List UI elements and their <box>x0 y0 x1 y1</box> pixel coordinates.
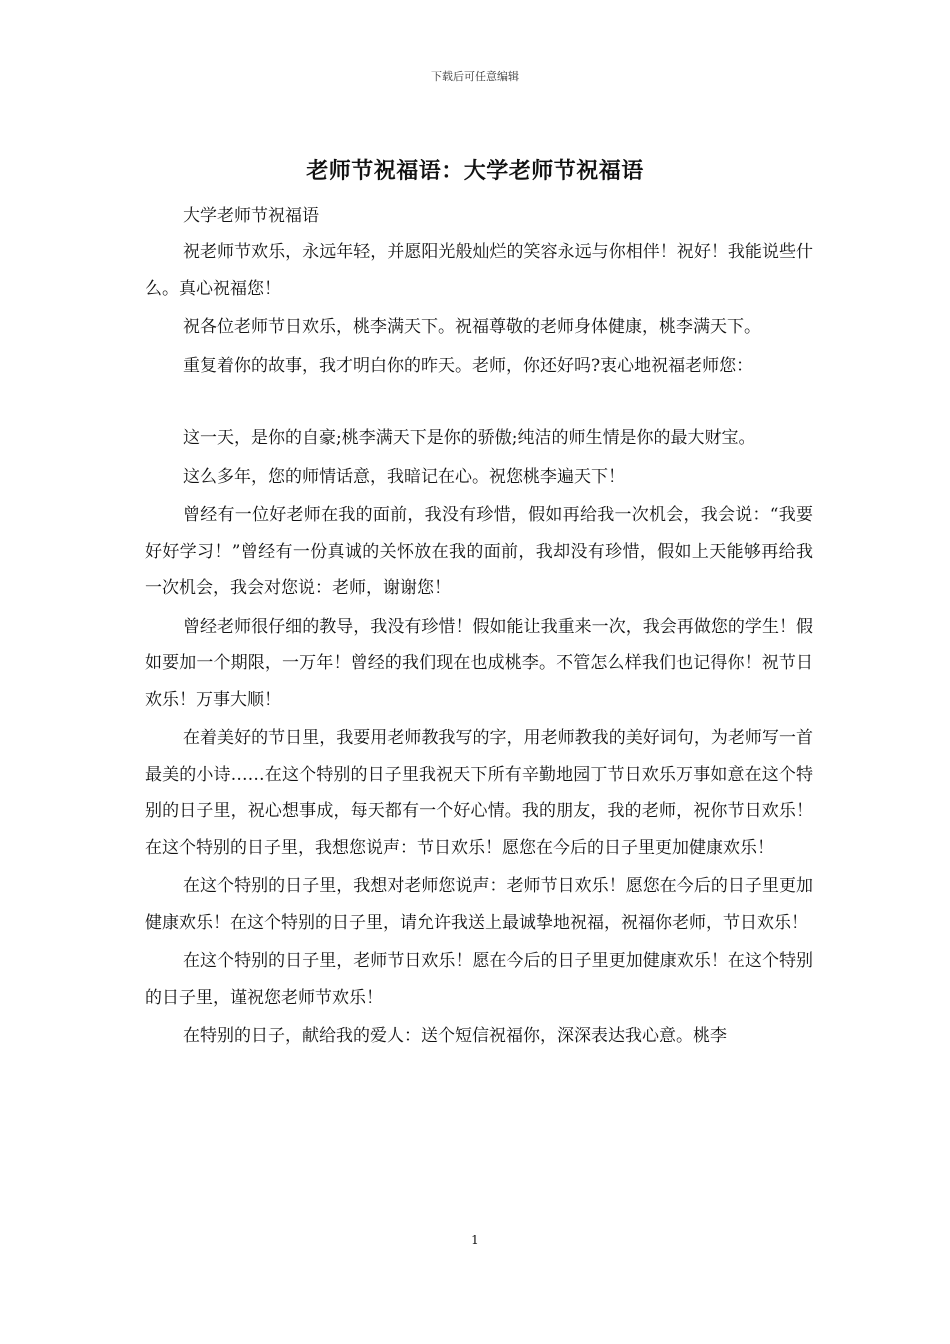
paragraph: 祝各位老师节日欢乐，桃李满天下。祝福尊敬的老师身体健康，桃李满天下。 <box>183 317 761 337</box>
paragraph: 重复着你的故事，我才明白你的昨天。老师，你还好吗?衷心地祝福老师您： <box>183 355 754 376</box>
paragraph: 在着美好的节日里，我要用老师教我写的字，用老师教我的美好词句，为老师写一首最美的小诗……在这个特别的日子里我祝天下所有辛勤地园丁节日欢乐万事如意在这个特别的日子里，祝心想事成，每天都有一个好心情。我的朋友，我的老师，祝你节日欢乐！在这个特别的日子里，我想您说声：节日欢乐！愿您在今后的日子里更加健康欢乐！ <box>145 728 813 858</box>
document-body <box>145 234 813 1057</box>
paragraph: 这一天，是你的自豪;桃李满天下是你的骄傲;纯洁的师生情是你的最大财宝。 <box>183 428 756 448</box>
page-number: 1 <box>471 1233 479 1247</box>
paragraph: 在这个特别的日子里，我想对老师您说声：老师节日欢乐！愿您在今后的日子里更加健康欢乐！在这个特别的日子里，请允许我送上最诚挚地祝福，祝福你老师，节日欢乐！ <box>145 876 813 933</box>
document-title: 老师节祝福语：大学老师节祝福语 <box>306 158 644 184</box>
paragraph: 祝老师节欢乐，永远年轻，并愿阳光般灿烂的笑容永远与你相伴！祝好！我能说些什么。真心祝福您！ <box>145 242 813 299</box>
paragraph: 曾经有一位好老师在我的面前，我没有珍惜，假如再给我一次机会，我会说：“我要好好学习！”曾经有一份真诚的关怀放在我的面前，我却没有珍惜，假如上天能够再给我一次机会，我会对您说：老师，谢谢您！ <box>145 505 813 598</box>
header-note: 下载后可任意编辑 <box>431 70 519 83</box>
paragraph: 在这个特别的日子里，老师节日欢乐！愿在今后的日子里更加健康欢乐！在这个特别的日子里，谨祝您老师节欢乐！ <box>145 951 813 1008</box>
paragraph: 在特别的日子，献给我的爱人：送个短信祝福你，深深表达我心意。桃李 <box>183 1026 727 1046</box>
paragraph: 曾经老师很仔细的教导，我没有珍惜！假如能让我重来一次，我会再做您的学生！假如要加一个期限，一万年！曾经的我们现在也成桃李。不管怎么样我们也记得你！祝节日欢乐！万事大顺！ <box>145 616 813 710</box>
subheading: 大学老师节祝福语 <box>183 206 319 226</box>
paragraph: 这么多年，您的师情话意，我暗记在心。祝您桃李遍天下！ <box>183 466 625 487</box>
